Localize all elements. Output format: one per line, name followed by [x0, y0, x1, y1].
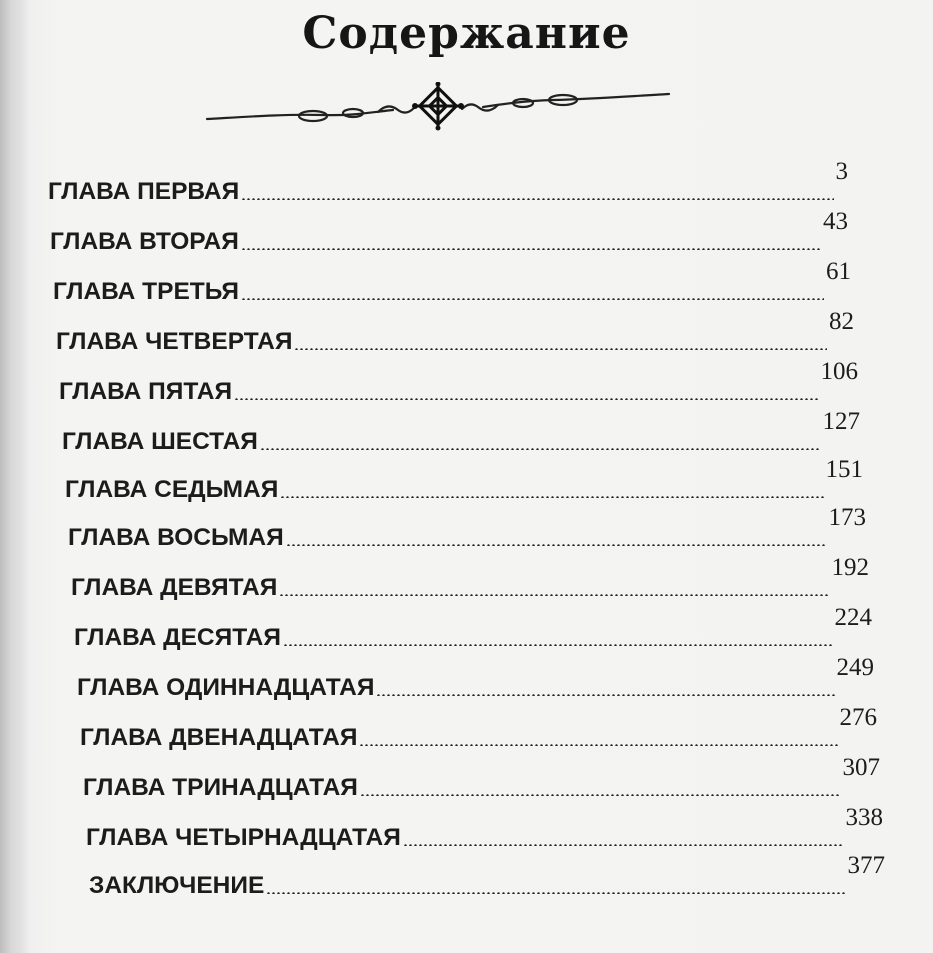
chapter-title: ГЛАВА ДЕВЯТАЯ [71, 574, 278, 601]
chapter-title: ГЛАВА ВОСЬМАЯ [68, 524, 284, 551]
toc-entry [68, 504, 866, 554]
toc-entry [50, 208, 848, 258]
toc-entry [71, 554, 869, 604]
dot-leader [234, 398, 818, 400]
page-number: 192 [831, 554, 869, 581]
toc-entry [89, 852, 885, 902]
page-number: 43 [823, 208, 848, 235]
dot-leader [266, 892, 845, 894]
toc-entry [80, 704, 877, 754]
toc-entry [77, 654, 874, 704]
dot-leader [360, 794, 841, 796]
page-number: 106 [820, 358, 858, 385]
chapter-title: ГЛАВА ТРЕТЬЯ [53, 278, 240, 305]
toc-entry [65, 456, 863, 506]
dot-leader [241, 298, 824, 300]
page-number: 151 [825, 456, 863, 483]
toc-entry [86, 804, 883, 854]
chapter-title: ГЛАВА ТРИНАДЦАТАЯ [83, 774, 358, 801]
dot-leader [294, 348, 827, 350]
page-number: 249 [836, 654, 874, 681]
dot-leader [241, 198, 833, 200]
chapter-title: ГЛАВА ЧЕТВЕРТАЯ [56, 328, 293, 355]
dot-leader [376, 694, 834, 696]
page-number: 377 [847, 852, 885, 879]
toc-entry [56, 308, 854, 358]
chapter-title: ГЛАВА ШЕСТАЯ [62, 428, 258, 455]
page-number: 276 [839, 704, 877, 731]
dot-leader [260, 448, 821, 450]
page-number: 307 [842, 754, 880, 781]
toc-entry [59, 358, 858, 408]
chapter-title: ГЛАВА ПЯТАЯ [59, 378, 233, 405]
dot-leader [403, 844, 844, 846]
dot-leader [283, 644, 833, 646]
chapter-title: ГЛАВА ЧЕТЫРНАДЦАТАЯ [86, 824, 401, 851]
chapter-title: ГЛАВА ПЕРВАЯ [48, 178, 240, 205]
toc-entry [83, 754, 880, 804]
dot-leader [286, 544, 827, 546]
page-number: 338 [845, 804, 883, 831]
page-number: 61 [826, 258, 851, 285]
page-number: 82 [829, 308, 854, 335]
chapter-title: ГЛАВА ВТОРАЯ [50, 228, 239, 255]
chapter-title: ГЛАВА СЕДЬМАЯ [65, 476, 279, 503]
toc-entry [62, 408, 860, 458]
dot-leader [279, 594, 829, 596]
toc-entry [48, 158, 848, 208]
toc-entry [74, 604, 872, 654]
dot-leader [280, 496, 823, 498]
dot-leader [241, 248, 821, 250]
page-number: 3 [835, 158, 848, 185]
page-number: 173 [828, 504, 866, 531]
chapter-title: ГЛАВА ДЕСЯТАЯ [74, 624, 281, 651]
page-title: Содержание [302, 8, 631, 59]
chapter-title: ГЛАВА ДВЕНАДЦАТАЯ [80, 724, 358, 751]
chapter-title: ГЛАВА ОДИННАДЦАТАЯ [77, 674, 375, 701]
dot-leader [359, 744, 837, 746]
toc-entry [53, 258, 851, 308]
page-number: 224 [834, 604, 872, 631]
chapter-title: ЗАКЛЮЧЕНИЕ [89, 872, 265, 899]
page-number: 127 [822, 408, 860, 435]
